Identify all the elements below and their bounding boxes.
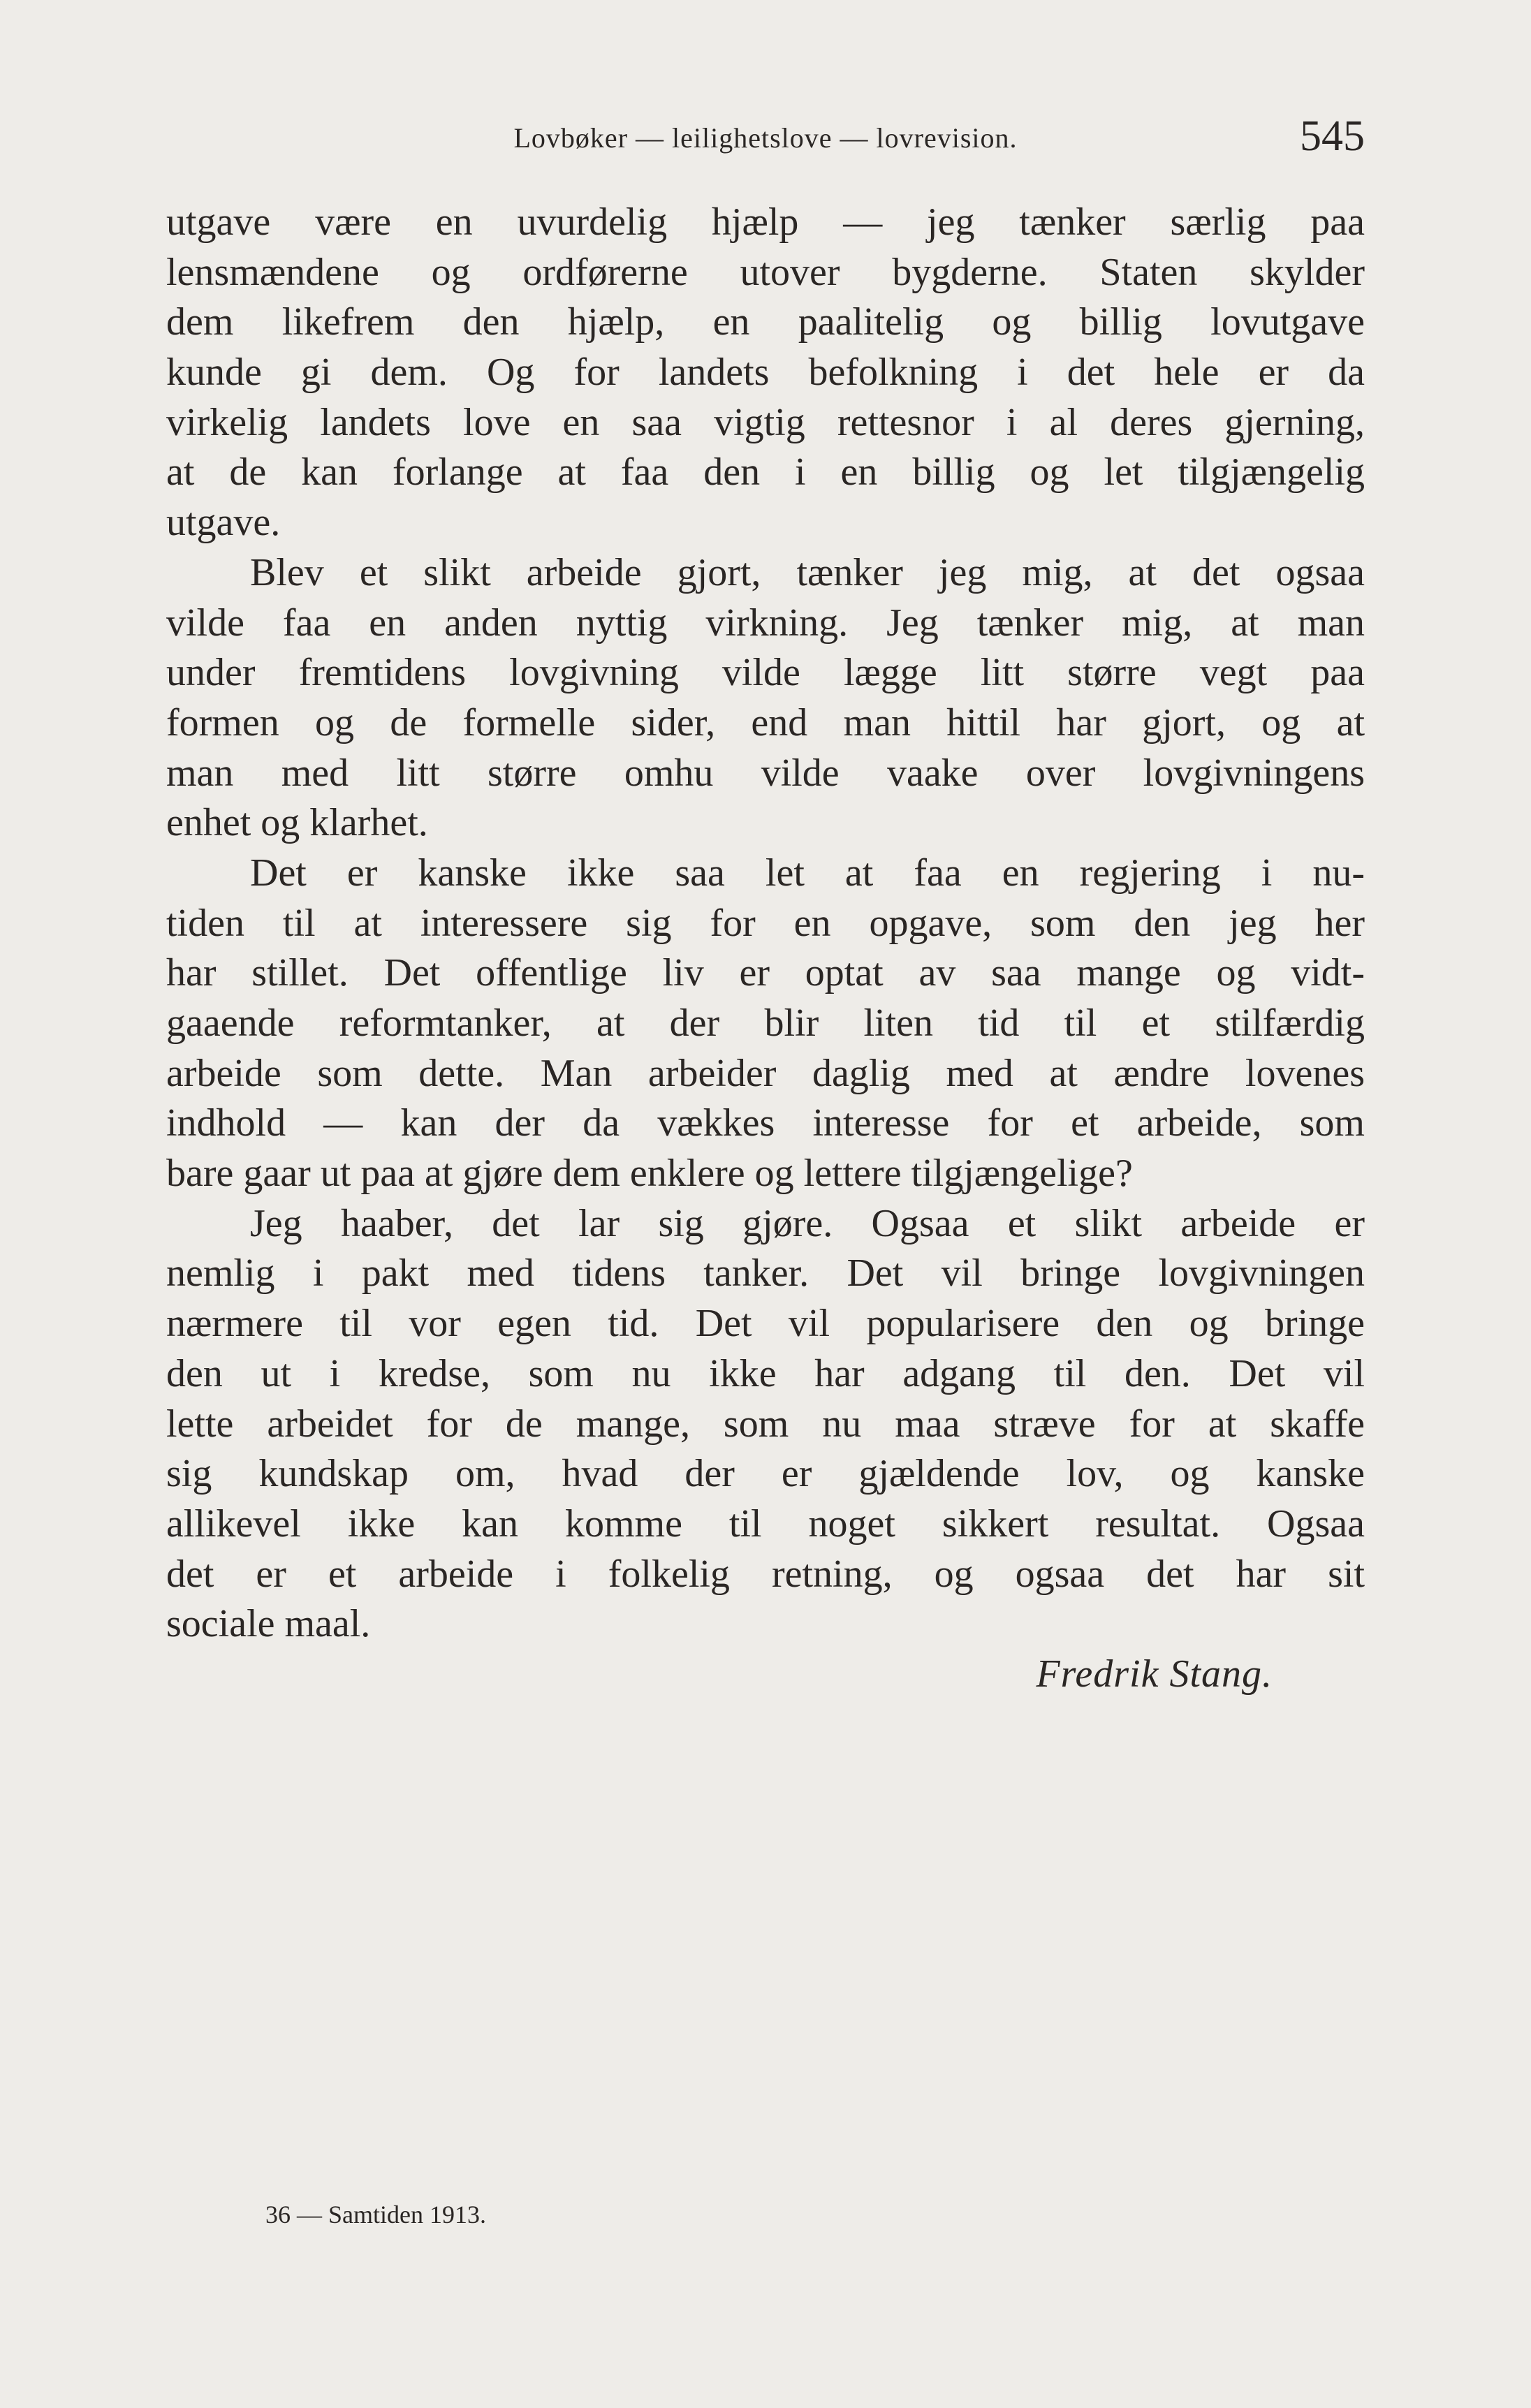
text-line: har stillet. Det offentlige liv er optat av saa mange og vidt- <box>166 951 1365 995</box>
text-line: vilde faa en anden nyttig virkning. Jeg tænker mig, at man <box>166 601 1365 645</box>
body-text <box>166 198 1365 1650</box>
text-line: tiden til at interessere sig for en opgave, som den jeg her <box>166 901 1365 945</box>
text-line: formen og de formelle sider, end man hittil har gjort, og at <box>166 700 1365 744</box>
text-line: det er et arbeide i folkelig retning, og ogsaa det har sit <box>166 1552 1365 1596</box>
running-title: Lovbøker — leilighetslove — lovrevision. <box>513 122 1018 154</box>
text-line: lensmændene og ordførerne utover bygderne. Staten skylder <box>166 250 1365 294</box>
text-line: nemlig i pakt med tidens tanker. Det vil bringe lovgivningen <box>166 1251 1365 1295</box>
text-line: Blev et slikt arbeide gjort, tænker jeg mig, at det ogsaa <box>250 550 1365 594</box>
paragraph <box>166 198 1365 548</box>
text-line: den ut i kredse, som nu ikke har adgang til den. Det vil <box>166 1351 1365 1395</box>
page-number: 545 <box>1300 112 1365 160</box>
paragraph <box>166 849 1365 1199</box>
text-line: lette arbeidet for de mange, som nu maa stræve for at skaffe <box>166 1402 1365 1446</box>
text-line: kunde gi dem. Og for landets befolkning i det hele er da <box>166 351 1365 395</box>
text-line: indhold — kan der da vækkes interesse for et arbeide, som <box>166 1101 1365 1145</box>
text-line: nærmere til vor egen tid. Det vil popularisere den og bringe <box>166 1302 1365 1346</box>
author-signature: Fredrik Stang. <box>1036 1652 1273 1696</box>
text-line: Jeg haaber, det lar sig gjøre. Ogsaa et slikt arbeide er <box>250 1201 1365 1245</box>
text-line: dem likefrem den hjælp, en paalitelig og billig lovutgave <box>166 300 1365 344</box>
paragraph <box>166 1199 1365 1650</box>
text-line: under fremtidens lovgivning vilde lægge litt større vegt paa <box>166 651 1365 695</box>
text-line: gaaende reformtanker, at der blir liten tid til et stilfærdig <box>166 1001 1365 1045</box>
footer-signature-mark: 36 — Samtiden 1913. <box>265 2201 486 2229</box>
text-line: virkelig landets love en saa vigtig rettesnor i al deres gjerning, <box>166 400 1365 444</box>
text-line: at de kan forlange at faa den i en billig og let tilgjængelig <box>166 450 1365 494</box>
text-line: utgave. <box>166 501 281 545</box>
text-line: enhet og klarhet. <box>166 801 428 845</box>
text-line: man med litt større omhu vilde vaake over lovgivningens <box>166 751 1365 795</box>
text-line: allikevel ikke kan komme til noget sikkert resultat. Ogsaa <box>166 1502 1365 1546</box>
paragraph <box>166 548 1365 849</box>
text-line: arbeide som dette. Man arbeider daglig med at ændre lovenes <box>166 1051 1365 1095</box>
text-line: sig kundskap om, hvad der er gjældende lov, og kanske <box>166 1452 1365 1496</box>
text-line: bare gaar ut paa at gjøre dem enklere og lettere tilgjængelige? <box>166 1152 1133 1196</box>
text-line: utgave være en uvurdelig hjælp — jeg tænker særlig paa <box>166 200 1365 244</box>
text-line: Det er kanske ikke saa let at faa en regjering i nu- <box>250 851 1365 895</box>
text-line: sociale maal. <box>166 1602 371 1646</box>
running-head <box>0 112 1531 168</box>
